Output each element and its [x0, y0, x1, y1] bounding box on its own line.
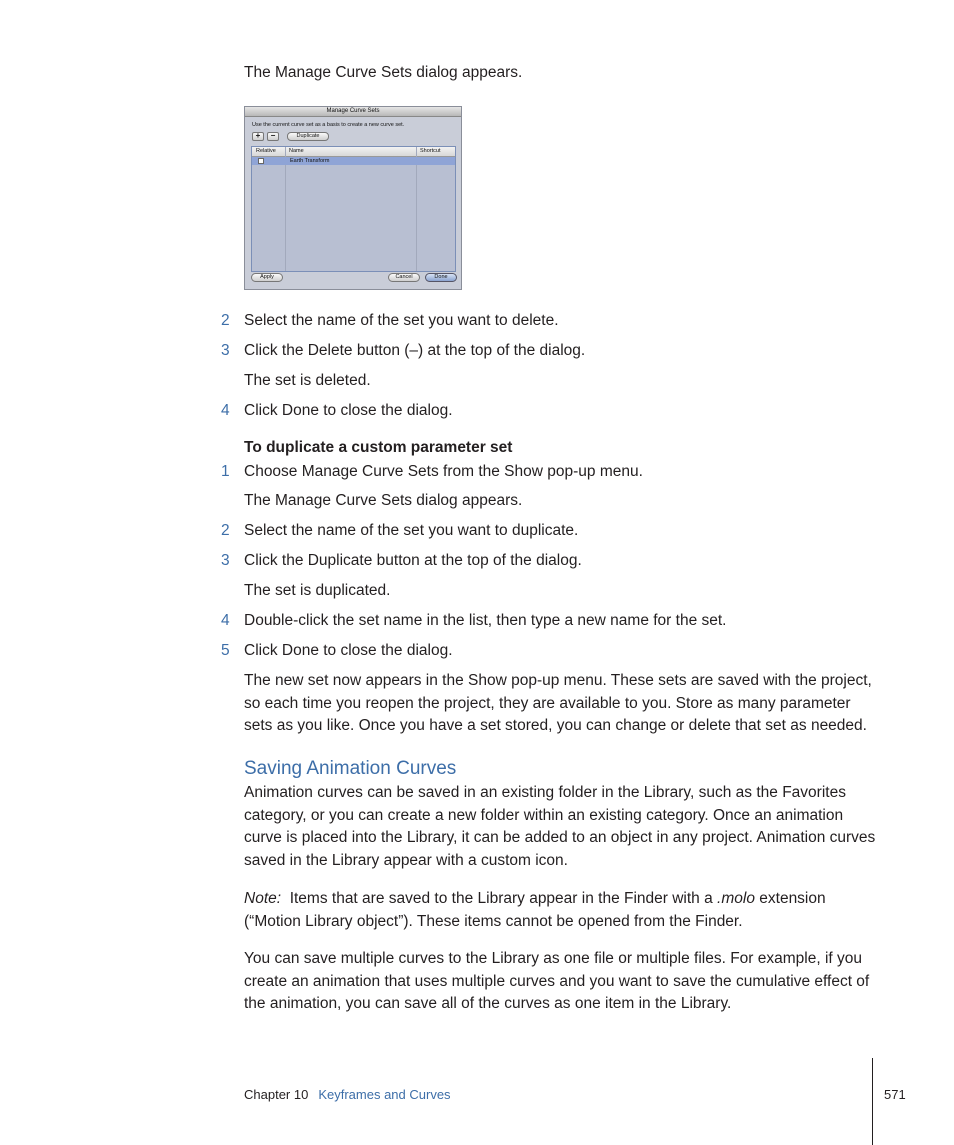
- file-extension: .molo: [717, 890, 755, 907]
- cancel-button[interactable]: Cancel: [388, 273, 420, 282]
- step-text: Click Done to close the dialog.: [244, 642, 453, 659]
- step-text: Click the Duplicate button at the top of the dialog.: [244, 552, 582, 569]
- relative-checkbox[interactable]: [258, 158, 264, 164]
- footer-chapter: [244, 1086, 451, 1104]
- step-number: 2: [221, 522, 230, 539]
- step-number: 5: [221, 642, 230, 659]
- page-number: 571: [884, 1087, 906, 1102]
- curve-set-name: Earth Transform: [290, 158, 330, 164]
- body-paragraph: Animation curves can be saved in an existing folder in the Library, such as the Favorites category, or you can create a new folder within an existing category. Once an animation curve is placed into the Library, it can be added to an object in any project. Animation curves saved in the Library appear with a custom icon.: [244, 784, 876, 869]
- duplicate-button[interactable]: Duplicate: [287, 132, 329, 141]
- curve-set-list[interactable]: [251, 146, 456, 272]
- done-button[interactable]: Done: [425, 273, 457, 282]
- procedure-heading: To duplicate a custom parameter set: [244, 439, 513, 456]
- step-result: The Manage Curve Sets dialog appears.: [244, 492, 523, 509]
- intro-result: The Manage Curve Sets dialog appears.: [244, 64, 523, 81]
- step-number: 3: [221, 342, 230, 359]
- step-text: Select the name of the set you want to delete.: [244, 312, 559, 329]
- step-number: 2: [221, 312, 230, 329]
- manage-curve-sets-dialog: [244, 106, 462, 290]
- step-result: The set is deleted.: [244, 372, 371, 389]
- note-text: extension (“Motion Library object”). These items cannot be opened from the Finder.: [244, 890, 826, 930]
- step-number: 4: [221, 402, 230, 419]
- note-text: Items that are saved to the Library appear in the Finder with a: [289, 890, 713, 907]
- note-paragraph: [244, 888, 876, 933]
- step-number: 1: [221, 463, 230, 480]
- step-text: Click Done to close the dialog.: [244, 402, 453, 419]
- footer-divider: [872, 1058, 873, 1145]
- step-text: Double-click the set name in the list, then type a new name for the set.: [244, 612, 727, 629]
- add-curve-set-button[interactable]: +: [252, 132, 264, 141]
- column-shortcut[interactable]: Shortcut: [420, 148, 441, 154]
- list-header: [252, 147, 455, 157]
- column-name[interactable]: Name: [289, 148, 304, 154]
- apply-button[interactable]: Apply: [251, 273, 283, 282]
- chapter-title-link[interactable]: Keyframes and Curves: [318, 1087, 451, 1102]
- step-result: The set is duplicated.: [244, 582, 391, 599]
- section-heading: Saving Animation Curves: [244, 758, 457, 779]
- list-item[interactable]: [252, 157, 455, 165]
- procedure-note: The new set now appears in the Show pop-up menu. These sets are saved with the project, so each time you reopen the project, they are available to you. Store as many parameter sets as you like. Once you have a set stored, you can change or delete that set as needed.: [244, 672, 872, 735]
- step-text: Select the name of the set you want to duplicate.: [244, 522, 579, 539]
- note-label: Note:: [244, 890, 282, 907]
- dialog-info-text: Use the current curve set as a basis to create a new curve set.: [252, 122, 405, 128]
- chapter-label: Chapter 10: [244, 1087, 309, 1102]
- body-paragraph: You can save multiple curves to the Library as one file or multiple files. For example, if you create an animation that uses multiple curves and you want to save the cumulative effect of the animation, you can save all of the curves as one item in the Library.: [244, 950, 870, 1013]
- column-relative[interactable]: Relative: [256, 148, 276, 154]
- step-number: 4: [221, 612, 230, 629]
- column-divider: [416, 147, 417, 271]
- step-text: Click the Delete button (–) at the top of the dialog.: [244, 342, 586, 359]
- delete-curve-set-button[interactable]: −: [267, 132, 279, 141]
- column-divider: [285, 147, 286, 271]
- dialog-title: Manage Curve Sets: [245, 107, 461, 117]
- step-text: Choose Manage Curve Sets from the Show pop-up menu.: [244, 463, 643, 480]
- step-number: 3: [221, 552, 230, 569]
